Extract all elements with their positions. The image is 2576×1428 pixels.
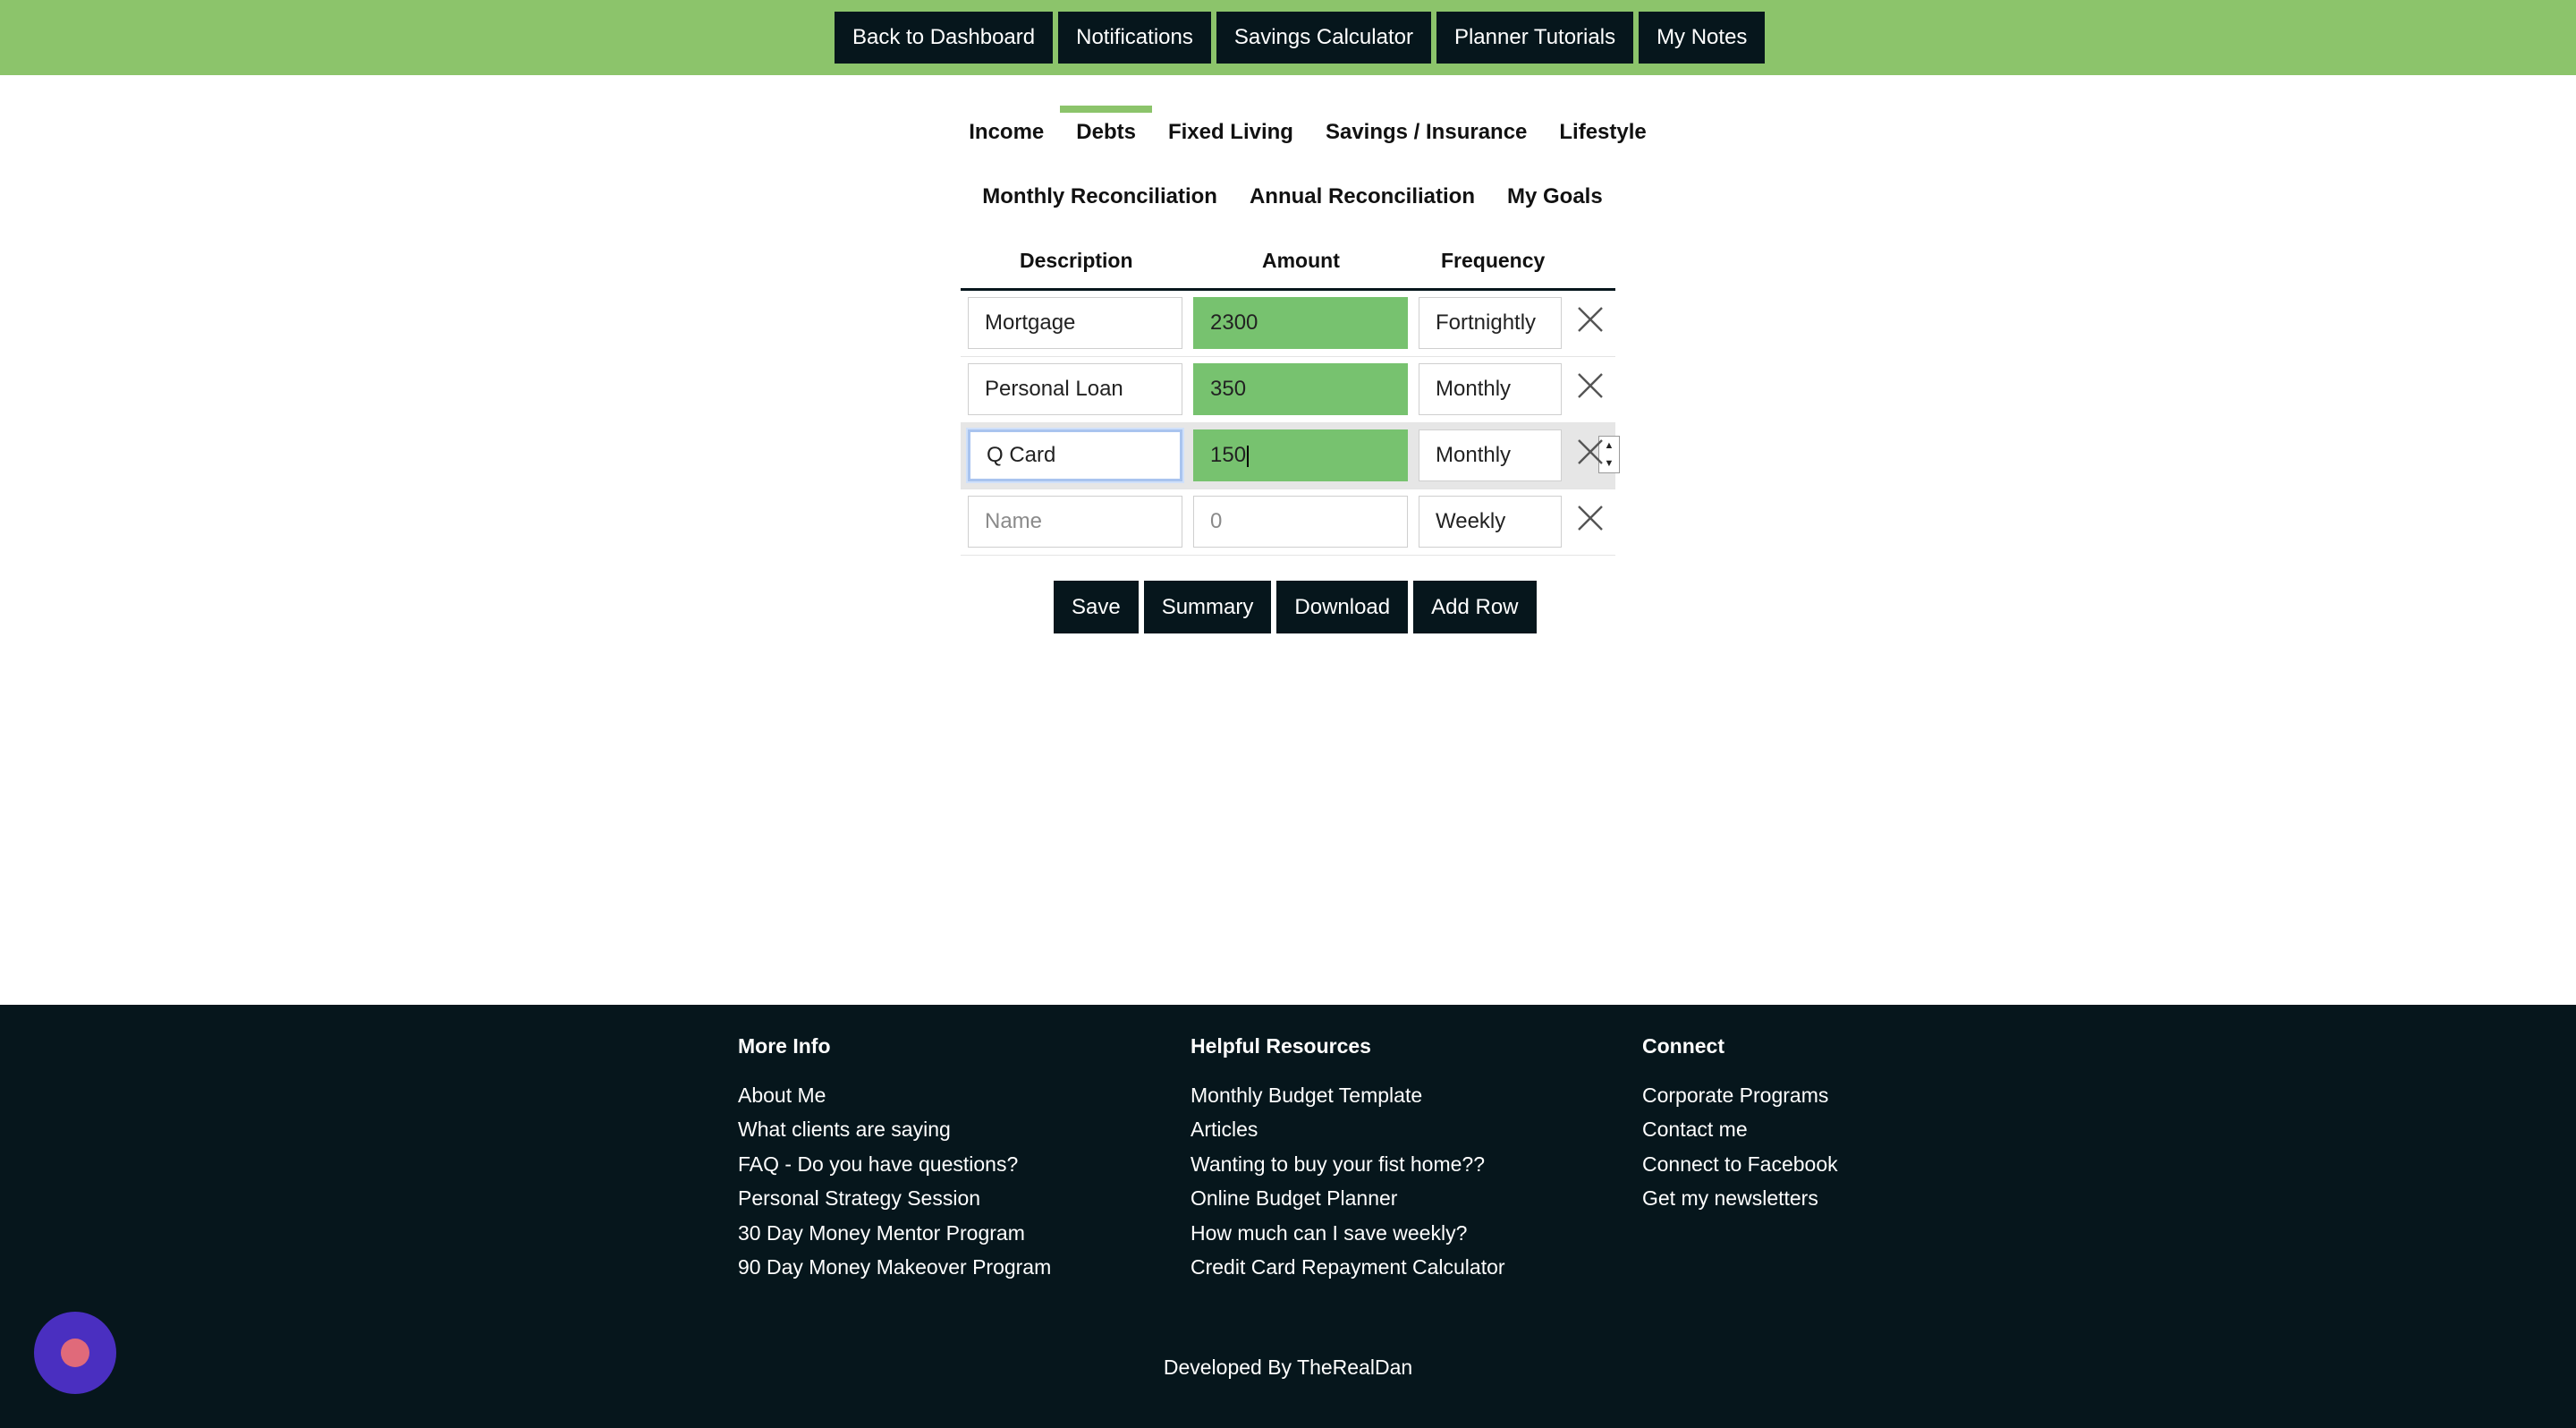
footer-link[interactable]: Get my newsletters (1642, 1186, 1818, 1211)
spin-up-icon[interactable]: ▲ (1604, 440, 1614, 451)
tab-monthly-reconciliation[interactable]: Monthly Reconciliation (982, 184, 1217, 208)
amount-input[interactable] (1193, 297, 1408, 349)
reconciliation-tabs (0, 170, 2576, 220)
close-icon[interactable] (1576, 305, 1605, 334)
footer-link[interactable]: Connect to Facebook (1642, 1152, 1838, 1176)
frequency-select[interactable]: Fortnightly (1419, 297, 1562, 349)
frequency-select[interactable]: Monthly (1419, 429, 1562, 481)
tab-my-goals[interactable]: My Goals (1507, 184, 1603, 208)
footer-heading: More Info (738, 1034, 831, 1058)
amount-value: 150 (1210, 443, 1247, 467)
description-input[interactable] (968, 429, 1182, 481)
footer-heading: Connect (1642, 1034, 1724, 1058)
download-button[interactable]: Download (1276, 581, 1408, 633)
footer-link[interactable]: How much can I save weekly? (1191, 1220, 1468, 1245)
footer-link[interactable]: Credit Card Repayment Calculator (1191, 1255, 1505, 1279)
close-icon[interactable] (1576, 504, 1605, 532)
amount-input[interactable] (1193, 429, 1408, 481)
developer-credit: Developed By TheRealDan (1163, 1356, 1413, 1379)
frequency-header: Frequency (1441, 249, 1546, 272)
table-row (961, 489, 1615, 556)
spin-down-icon[interactable]: ▼ (1604, 458, 1614, 469)
footer-link[interactable]: Wanting to buy your fist home?? (1191, 1152, 1485, 1176)
add-row-button[interactable]: Add Row (1413, 581, 1536, 633)
footer-link[interactable]: Monthly Budget Template (1191, 1084, 1423, 1107)
tab-fixed-living[interactable]: Fixed Living (1167, 120, 1293, 144)
close-icon[interactable] (1576, 438, 1605, 466)
table-header (961, 242, 1615, 291)
frequency-select[interactable]: Monthly (1419, 363, 1562, 415)
category-tabs (0, 106, 2576, 156)
footer-link[interactable]: Online Budget Planner (1191, 1186, 1398, 1211)
my-notes-button[interactable]: My Notes (1639, 12, 1765, 64)
planner-tutorials-button[interactable]: Planner Tutorials (1436, 12, 1633, 64)
tab-savings-insurance[interactable]: Savings / Insurance (1325, 120, 1528, 144)
footer-link[interactable]: About Me (738, 1084, 826, 1107)
save-button[interactable]: Save (1054, 581, 1139, 633)
text-caret (1247, 446, 1249, 467)
table-row (961, 357, 1615, 423)
top-bar (0, 0, 2576, 75)
chat-bubble-icon[interactable] (34, 1312, 116, 1394)
frequency-select[interactable]: Weekly (1419, 496, 1562, 548)
summary-button[interactable]: Summary (1144, 581, 1272, 633)
footer-link[interactable]: 30 Day Money Mentor Program (738, 1220, 1025, 1245)
tab-lifestyle[interactable]: Lifestyle (1559, 120, 1647, 144)
footer-link[interactable]: What clients are saying (738, 1118, 951, 1142)
back-to-dashboard-button[interactable]: Back to Dashboard (835, 12, 1053, 64)
close-icon[interactable] (1576, 371, 1605, 400)
footer-more-info (738, 1032, 1051, 1284)
footer-helpful-resources (1191, 1032, 1505, 1284)
table-row (961, 291, 1615, 357)
amount-input[interactable] (1193, 363, 1408, 415)
footer-link[interactable]: Contact me (1642, 1118, 1748, 1142)
description-input[interactable] (968, 297, 1182, 349)
table-actions (1054, 581, 1537, 633)
savings-calculator-button[interactable]: Savings Calculator (1216, 12, 1431, 64)
top-nav (835, 12, 1765, 64)
debts-table (961, 242, 1615, 556)
chat-dot (61, 1339, 89, 1367)
tab-income[interactable]: Income (969, 120, 1045, 144)
amount-header: Amount (1262, 249, 1340, 272)
footer-link[interactable]: Corporate Programs (1642, 1084, 1829, 1107)
table-row (961, 423, 1615, 489)
description-input[interactable] (968, 363, 1182, 415)
tab-debts[interactable]: Debts (1076, 106, 1136, 156)
footer-link[interactable]: 90 Day Money Makeover Program (738, 1255, 1052, 1279)
description-header: Description (1020, 249, 1133, 272)
footer (0, 1005, 2576, 1428)
tab-annual-reconciliation[interactable]: Annual Reconciliation (1249, 184, 1475, 208)
notifications-button[interactable]: Notifications (1058, 12, 1211, 64)
footer-heading: Helpful Resources (1191, 1034, 1371, 1058)
amount-input[interactable] (1193, 496, 1408, 548)
footer-connect (1642, 1032, 1838, 1216)
description-input[interactable] (968, 496, 1182, 548)
footer-link[interactable]: FAQ - Do you have questions? (738, 1152, 1019, 1176)
footer-link[interactable]: Personal Strategy Session (738, 1186, 981, 1211)
footer-link[interactable]: Articles (1191, 1118, 1258, 1142)
